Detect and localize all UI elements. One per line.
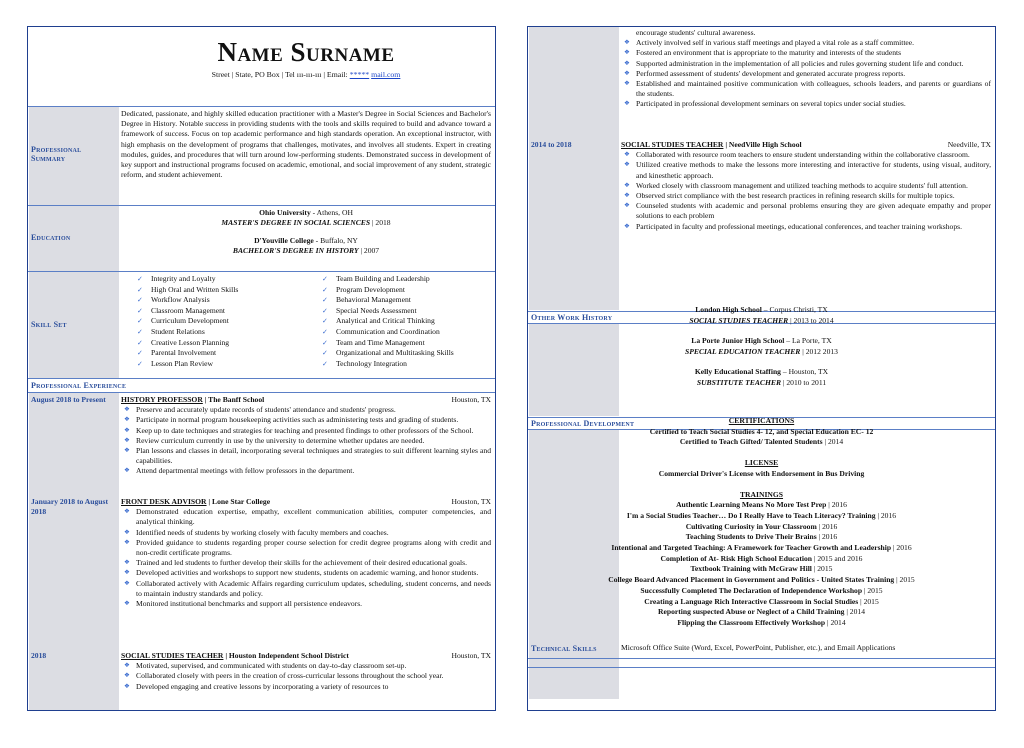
other-work-school: London High School – Corpus Christi, TX <box>695 305 828 314</box>
bullet-item: ❖ Observed strict compliance with the best research practices in refining research skills for multiple topics. <box>621 191 991 201</box>
divider <box>28 378 495 379</box>
bullet-item: ❖ Collaborated with resource room teachers to ensure student understanding within the collaborative classroom. <box>621 150 991 160</box>
certifications-title: CERTIFICATIONS <box>728 416 795 425</box>
job-dates: August 2018 to Present <box>31 395 106 404</box>
training-item: Cultivating Curiosity in Your Classroom | 2016 <box>685 521 838 531</box>
training-item: Intentional and Targeted Teaching: A Framework for Teacher Growth and Leadership | 2016 <box>611 543 912 553</box>
job-entry-4 <box>621 140 991 232</box>
bullet-item: ❖ Established and maintained positive communication with colleagues, schools leaders, and parents or guardians of the students. <box>621 79 991 99</box>
other-work-role: SOCIAL STUDIES TEACHER | 2013 to 2014 <box>689 315 834 325</box>
job-header: SOCIAL STUDIES TEACHER | NeedVille High School Needville, TX <box>621 140 991 149</box>
job-header: HISTORY PROFESSOR | The Banff School Houston, TX <box>121 395 491 404</box>
training-item: Flipping the Classroom Effectively Workshop | 2014 <box>677 617 846 627</box>
training-item: College Board Advanced Placement in Government and Politics - United States Training | 2015 <box>608 575 915 585</box>
bullet-item: ❖ Participate in normal program housekeeping activities such as administering tests and grading of students. <box>121 415 491 425</box>
training-item: Authentic Learning Means No More Test Prep | 2016 <box>676 500 847 510</box>
skill-item: ✓ Special Needs Assessment <box>306 306 491 317</box>
skill-item: ✓ Creative Lesson Planning <box>121 338 306 349</box>
training-item: Reporting suspected Abuse or Neglect of a Child Training | 2014 <box>658 607 865 617</box>
job-dates: January 2018 to August 2018 <box>31 497 109 516</box>
skill-item: ✓ Analytical and Critical Thinking <box>306 316 491 327</box>
job-entry-3-continued <box>621 28 991 110</box>
bullet-item: ❖ Worked closely with classroom management and utilized teaching methods to acquire students' full attention. <box>621 181 991 191</box>
skill-item: ✓ Workflow Analysis <box>121 295 306 306</box>
email-mask[interactable]: ***** <box>349 70 370 79</box>
bullet-item: ❖ Collaborated actively with Academic Affairs regarding curriculum updates, scheduling, student concerns, and needs to maintain industry standards and policy. <box>121 579 491 599</box>
bullet-item: ❖ Provided guidance to students regarding proper course selection for credit degree programs along with credit and non-credit certificate programs. <box>121 538 491 558</box>
contact-line <box>121 70 491 79</box>
education-school-1: Ohio University - Athens, OH <box>259 208 353 217</box>
prof-dev-heading: Professional Development <box>531 419 635 428</box>
divider <box>28 106 495 107</box>
bullet-item: ❖ Preserve and accurately update records of students' attendance and students' progress. <box>121 405 491 415</box>
skill-item: ✓ High Oral and Written Skills <box>121 285 306 296</box>
bullet-item: ❖ Demonstrated education expertise, empathy, excellent communication abilities, computer competencies, and analytical thinking. <box>121 507 491 527</box>
education-list <box>121 208 491 257</box>
job-dates: 2018 <box>31 651 47 660</box>
skill-item: ✓ Classroom Management <box>121 306 306 317</box>
tech-heading: Technical Skills <box>531 644 597 653</box>
bullet-item: ❖ Supported administration in the implementation of all policies and rules governing student life and conduct. <box>621 59 991 69</box>
divider <box>28 205 495 206</box>
divider <box>28 392 495 393</box>
experience-dates-bg <box>529 27 619 310</box>
experience-dates-bg <box>29 393 119 711</box>
resume-name: Name Surname <box>217 37 395 67</box>
other-work-school: La Porte Junior High School – La Porte, TX <box>691 336 832 346</box>
skills-heading: Skill Set <box>31 320 67 329</box>
summary-text: Dedicated, passionate, and highly skilled education practitioner with a Master's Degree in Social Sciences and Bachelor's Degree in History. Notable success in providing students with the tools and skills required to build and advance toward a framework of success. Focus on top academic performance and high standards operation. An exceptional instructor, with high emphasis on the development of programs that challenges, motivates, and involves all students. Expert in creating modules, guides, and procedures that will turn around low-performing students. Demonstrated success in development of key support and instructional programs focused on academic, emotional, and social improvement of any student, strategic reform, and student achievement. <box>121 109 491 180</box>
job-bullets <box>621 150 991 232</box>
skill-item: ✓ Team Building and Leadership <box>306 274 491 285</box>
skill-item: ✓ Student Relations <box>121 327 306 338</box>
skill-item: ✓ Program Development <box>306 285 491 296</box>
summary-heading: Professional Summary <box>31 145 82 163</box>
skill-item: ✓ Curriculum Development <box>121 316 306 327</box>
bullet-item: ❖ Keep up to date techniques and strategies for teaching and presented findings to other professors of the School. <box>121 426 491 436</box>
training-item: Successfully Completed The Declaration of Independence Workshop | 2015 <box>640 585 883 595</box>
skills-list <box>121 274 491 369</box>
prof-dev-block <box>528 416 995 629</box>
bullet-item: ❖ Motivated, supervised, and communicated with students on day-to-day classroom set-up. <box>121 661 491 671</box>
tech-text: Microsoft Office Suite (Word, Excel, PowerPoint, Publisher, etc.), and Email Applications <box>621 643 896 652</box>
experience-heading: Professional Experience <box>31 381 127 390</box>
job-header: SOCIAL STUDIES TEACHER | Houston Independent School District Houston, TX <box>121 651 491 660</box>
bullet-item: ❖ Utilized creative methods to make the lessons more interesting and interactive for students, using visual, auditory, and kinesthetic approach. <box>621 160 991 180</box>
bullet-item: ❖ Participated in professional development seminars on several topics under social studies. <box>621 99 991 109</box>
divider <box>528 658 995 659</box>
divider <box>528 667 995 668</box>
resume-page-2 <box>527 26 996 711</box>
other-work-role: SUBSTITUTE TEACHER | 2010 to 2011 <box>696 377 827 387</box>
bullet-item: ❖ Fostered an environment that is appropriate to the maturity and interests of the students <box>621 48 991 58</box>
bullet-item: ❖ Performed assessment of students' development and generated accurate progress reports. <box>621 69 991 79</box>
training-item: Completion of At- Risk High School Education | 2015 and 2016 <box>660 553 863 563</box>
skill-item: ✓ Lesson Plan Review <box>121 359 306 370</box>
other-work-role: SPECIAL EDUCATION TEACHER | 2012 2013 <box>685 346 838 356</box>
training-item: Textbook Training with McGraw Hill | 2015 <box>690 564 833 574</box>
bullet-item: ❖ Counseled students with academic and personal problems ensuring they are given adequate empathy and proper solutions to each problem <box>621 201 991 221</box>
job-entry-3 <box>121 651 491 692</box>
job-bullets <box>121 507 491 609</box>
email-link[interactable]: mail.com <box>371 70 401 79</box>
skills-column-2 <box>306 274 491 369</box>
bullet-item: ❖ Attend departmental meetings with fellow professors in the department. <box>121 466 491 476</box>
license-title: LICENSE <box>744 458 779 468</box>
bullet-item: ❖ Trained and led students to further develop their skills for the achievement of their desired educational goals. <box>121 558 491 568</box>
bullet-item: ❖ Review curriculum currently in use by the university to determine whether updates are needed. <box>121 436 491 446</box>
education-degree-1: MASTER'S DEGREE IN SOCIAL SCIENCES | 2018 <box>221 218 391 228</box>
skill-item: ✓ Parental Involvement <box>121 348 306 359</box>
skill-item: ✓ Organizational and Multitasking Skills <box>306 348 491 359</box>
skill-item: ✓ Team and Time Management <box>306 338 491 349</box>
skill-item: ✓ Technology Integration <box>306 359 491 370</box>
job-entry-2 <box>121 497 491 609</box>
bullet-continuation: encourage students' cultural awareness. <box>636 28 756 37</box>
contact-details: Street | State, PO Box | Tel ııı-ııı-ııı | Email: <box>211 70 348 79</box>
bullet-item: ❖ Collaborated closely with peers in the creation of cross-curricular lessons throughout the school year. <box>121 671 491 681</box>
education-degree-2: BACHELOR'S DEGREE IN HISTORY | 2007 <box>232 246 380 256</box>
training-item: Teaching Students to Drive Their Brains | 2016 <box>685 532 838 542</box>
training-item: I'm a Social Studies Teacher… Do I Really Have to Teach Literacy? Training | 2016 <box>626 510 897 520</box>
bullet-item: ❖ Developed engaging and creative lessons by incorporating a variety of resources to <box>121 682 491 692</box>
skills-column-1 <box>121 274 306 369</box>
cert-item: Certified to Teach Gifted/ Talented Students | 2014 <box>679 437 844 447</box>
divider <box>28 271 495 272</box>
bullet-item: ❖ Participated in faculty and professional meetings, educational conferences, and teacher training workshops. <box>621 222 991 232</box>
bullet-item: ❖ Actively involved self in various staff meetings and played a vital role as a staff committee. <box>621 38 991 48</box>
skill-item: ✓ Communication and Coordination <box>306 327 491 338</box>
bullet-item: ❖ Developed activities and workshops to support new students, students on academic warning, and honor students. <box>121 568 491 578</box>
trainings-title: TRAININGS <box>739 489 784 499</box>
training-item: Creating a Language Rich Interactive Classroom in Social Studies | 2015 <box>644 596 879 606</box>
job-bullets <box>121 405 491 476</box>
job-entry-1 <box>121 395 491 477</box>
bullet-item: ❖ Monitored institutional benchmarks and support all persistence endeavors. <box>121 599 491 609</box>
job-bullets <box>621 38 991 109</box>
bullet-item: ❖ Identified needs of students by working closely with faculty members and coaches. <box>121 528 491 538</box>
other-work-block <box>528 305 995 389</box>
tech-label-bg <box>529 659 619 699</box>
bullet-item: ❖ Plan lessons and classes in detail, incorporating several techniques and strategies to suit different learning styles and capabilities. <box>121 446 491 466</box>
other-work-heading: Other Work History <box>531 313 613 322</box>
skill-item: ✓ Integrity and Loyalty <box>121 274 306 285</box>
job-bullets <box>121 661 491 692</box>
job-dates: 2014 to 2018 <box>531 140 572 149</box>
education-school-2: D'Youville College - Buffalo, NY <box>254 235 358 245</box>
resume-page-1 <box>27 26 496 711</box>
education-heading: Education <box>31 233 71 242</box>
license-item: Commercial Driver's License with Endorsement in Bus Driving <box>658 468 865 478</box>
skill-item: ✓ Behavioral Management <box>306 295 491 306</box>
other-work-school: Kelly Educational Staffing – Houston, TX <box>694 367 829 377</box>
cert-item: Certified to Teach Social Studies 4- 12, and Special Education EC- 12 <box>649 426 874 436</box>
job-header: FRONT DESK ADVISOR | Lone Star College Houston, TX <box>121 497 491 506</box>
